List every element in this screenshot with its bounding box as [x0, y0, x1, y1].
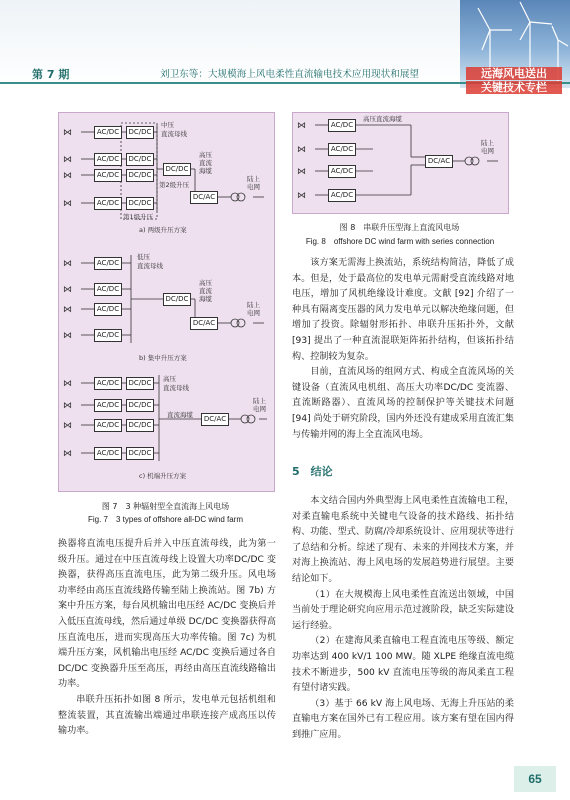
- diagram-label: 高压: [163, 375, 176, 383]
- converter-box: AC/DC: [94, 399, 122, 412]
- diagram-label: 电网: [253, 405, 266, 413]
- converter-box: DC/DC: [126, 169, 154, 182]
- figure-8-caption-en: Fig. 8 offshore DC wind farm with series connection: [305, 237, 495, 246]
- svg-text:⋈: ⋈: [63, 155, 72, 165]
- subfigure-caption: c) 机端升压方案: [139, 472, 187, 480]
- diagram-label: 高压直流海缆: [363, 115, 402, 123]
- paragraph: （3）基于 66 kV 海上风电场、无海上升压站的柔直输电方案在国外已有工程应用。该方案有望在国内得到推广应用。: [292, 698, 514, 740]
- page-number: 65: [514, 766, 556, 792]
- svg-text:⋈: ⋈: [63, 421, 72, 431]
- diagram-label: 陆上: [247, 301, 260, 309]
- diagram-label: 陆上: [253, 397, 266, 405]
- diagram-label: 中压: [161, 121, 174, 129]
- diagram-label: 低压: [137, 253, 150, 261]
- right-column-text: [292, 256, 514, 443]
- diagram-label: 直流: [199, 159, 212, 167]
- figure-7-diagram: [58, 112, 275, 492]
- figure-7-caption-en: Fig. 7 3 types of offshore all-DC wind farm: [87, 515, 244, 524]
- converter-box: AC/DC: [94, 257, 122, 270]
- converter-box: AC/DC: [328, 119, 356, 132]
- svg-text:⋈: ⋈: [63, 449, 72, 459]
- diagram-label: 电网: [247, 309, 260, 317]
- column-tag-line2: 关键技术专栏: [466, 81, 562, 94]
- column-tag: [466, 66, 562, 95]
- figure-8-caption-cn: 图 8 串联升压型海上直流风电场: [339, 223, 460, 232]
- svg-text:⋈: ⋈: [63, 305, 72, 315]
- paragraph: 本文结合国内外典型海上风电柔性直流输电工程，对柔直输电系统中关键电气设备的技术路线、拓扑结构、功能、型式、防腐/冷却系统设计、应用现状等进行了总结和分析。综述了现有、未来的并网技术方案，并对海上换流站、海上风电场的发展趋势进行展望。主要结论如下。: [292, 496, 514, 584]
- diagram-label: 直流母线: [161, 130, 187, 138]
- diagram-label: 陆上: [247, 175, 260, 183]
- svg-text:⋈: ⋈: [63, 171, 72, 181]
- converter-box: AC/DC: [94, 283, 122, 296]
- svg-text:⋈: ⋈: [63, 128, 72, 138]
- diagram-label: 海缆: [199, 167, 212, 175]
- paragraph: 串联升压拓扑如图 8 所示，发电单元包括机组和整流装置，其直流输出端通过串联连接产成高压以传输功率。: [58, 694, 276, 737]
- converter-box: DC/DC: [126, 377, 154, 390]
- paragraph: （2）在建海风柔直输电工程直流电压等级、额定功率达到 400 kV/1 100 MW。随 XLPE 绝缘直流电缆技术不断进步，500 kV 直流电压等级的海风柔直工程有望付诸实践。: [292, 636, 514, 694]
- svg-text:⋈: ⋈: [63, 401, 72, 411]
- converter-box: AC/DC: [328, 143, 356, 156]
- diagram-label: 第2级升压: [159, 181, 190, 189]
- diagram-label: 高压: [199, 279, 212, 287]
- figure-8-wiring: [293, 113, 508, 213]
- converter-box: DC/DC: [126, 153, 154, 166]
- svg-text:⋈: ⋈: [63, 379, 72, 389]
- converter-box: DC/AC: [190, 317, 218, 330]
- conclusion-text: [292, 494, 514, 744]
- converter-box: DC/DC: [163, 163, 191, 176]
- paragraph: （1）在大规模海上风电柔性直流送出领域，中国当前处于理论研究向应用示范过渡阶段，缺乏实际建设运行经验。: [292, 589, 514, 631]
- converter-box: DC/AC: [190, 191, 218, 204]
- svg-text:⋈: ⋈: [297, 145, 306, 155]
- converter-box: AC/DC: [94, 447, 122, 460]
- converter-box: DC/DC: [126, 197, 154, 210]
- svg-text:⋈: ⋈: [63, 331, 72, 341]
- svg-text:⋈: ⋈: [63, 199, 72, 209]
- converter-box: DC/DC: [126, 126, 154, 139]
- converter-box: DC/DC: [126, 419, 154, 432]
- svg-text:⋈: ⋈: [297, 191, 306, 201]
- svg-text:⋈: ⋈: [63, 259, 72, 269]
- converter-box: AC/DC: [94, 329, 122, 342]
- diagram-label: 直流母线: [163, 384, 189, 392]
- diagram-label: 电网: [247, 183, 260, 191]
- section-heading: 5 结论: [292, 465, 333, 478]
- converter-box: AC/DC: [328, 189, 356, 202]
- column-tag-line1: 远海风电送出: [466, 67, 562, 80]
- converter-box: AC/DC: [94, 377, 122, 390]
- diagram-label: 电网: [481, 147, 494, 155]
- figure-8-diagram: [292, 112, 509, 214]
- subfigure-caption: a) 两级升压方案: [139, 226, 187, 234]
- converter-box: AC/DC: [94, 153, 122, 166]
- converter-box: AC/DC: [94, 126, 122, 139]
- issue-number: 第 7 期: [32, 68, 70, 81]
- converter-box: DC/DC: [126, 399, 154, 412]
- paragraph: 目前，直流风场的组网方式、构成全直流风场的关键设备（直流风电机组、高压大功率DC/DC 变流器、直流断路器）、直流风场的控制保护等关键技术问题[94] 尚处于研究阶段，国内外还没有建成采用直流汇集与传输并网的海上全直流风电场。: [292, 367, 514, 440]
- diagram-label: 直流海缆: [167, 411, 193, 419]
- subfigure-caption: b) 集中升压方案: [139, 354, 187, 362]
- converter-box: DC/AC: [201, 413, 229, 426]
- svg-text:⋈: ⋈: [297, 121, 306, 131]
- diagram-label: 直流: [199, 287, 212, 295]
- converter-box: AC/DC: [94, 197, 122, 210]
- converter-box: AC/DC: [94, 303, 122, 316]
- diagram-label: 直流母线: [137, 262, 163, 270]
- diagram-label: 第1级升压: [123, 213, 154, 221]
- svg-text:⋈: ⋈: [63, 285, 72, 295]
- converter-box: DC/DC: [163, 293, 191, 306]
- paragraph: 该方案无需海上换流站，系统结构简洁，降低了成本。但是，处于最高位的发电单元需耐受直流线路对地电压，增加了风机绝缘设计难度。文献 [92] 介绍了一种具有隔离变压器的风力发电单元以解决绝缘问题，但增加了投资。除辐射形拓扑、串联升压拓扑外，文献 [93] 提出了一种直流混联矩阵拓扑结构，但该拓扑结构、控制较为复杂。: [292, 258, 514, 362]
- diagram-label: 陆上: [481, 139, 494, 147]
- left-column-text: [58, 537, 276, 740]
- converter-box: AC/DC: [94, 419, 122, 432]
- diagram-label: 高压: [199, 151, 212, 159]
- converter-box: AC/DC: [328, 165, 356, 178]
- figure-7-caption-cn: 图 7 3 种辐射型全直流海上风电场: [101, 502, 230, 511]
- converter-box: DC/AC: [425, 155, 453, 168]
- svg-text:⋈: ⋈: [297, 167, 306, 177]
- paragraph: 换器将直流电压提升后并入中压直流母线，此为第一级升压。通过在中压直流母线上设置大功率DC/DC 变换器，获得高压直流电压，此为第二级升压。风电场功率经由高压直流线路传输至陆上换流站。图 7b) 方案中升压方案，每台风机输出电压经 AC/DC 变换后并入低压直流母线，然后通过单级 DC/DC 变换器获得高压直流电压，进而实现高压大功率传输。图 7c) 为机端升压方案，风机输出电压经 AC/DC 变换后通过各自 DC/DC 变换器升压至高压，再经由高压直流线路输出功率。: [58, 539, 276, 690]
- converter-box: DC/DC: [126, 447, 154, 460]
- diagram-label: 海缆: [199, 295, 212, 303]
- running-title: 刘卫东等：大规模海上风电柔性直流输电技术应用现状和展望: [160, 69, 420, 80]
- converter-box: AC/DC: [94, 169, 122, 182]
